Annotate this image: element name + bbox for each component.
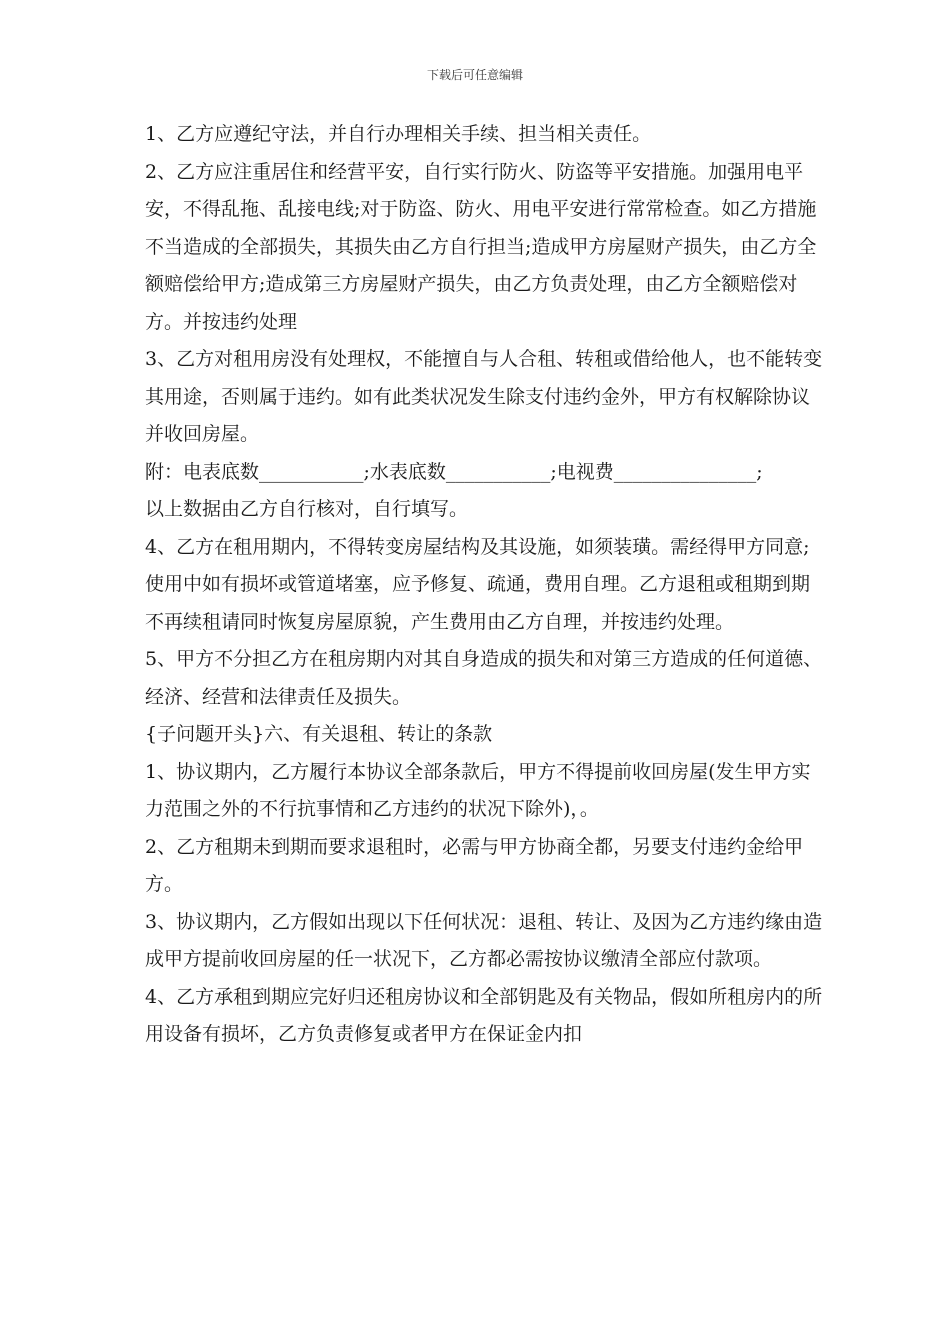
paragraph: 2、乙方应注重居住和经营平安，自行实行防火、防盗等平安措施。加强用电平安，不得乱拖、乱接电线;对于防盗、防火、用电平安进行常常检查。如乙方措施不当造成的全部损失，其损失由乙方自行担当;造成甲方房屋财产损失，由乙方全额赔偿给甲方;造成第三方房屋财产损失，由乙方负责处理，由乙方全额赔偿对方。并按违约处理	[145, 160, 817, 333]
paragraph: 4、乙方在租用期内，不得转变房屋结构及其设施，如须装璜。需经得甲方同意;使用中如有损坏或管道堵塞，应予修复、疏通，费用自理。乙方退租或租期到期不再续租请同时恢复房屋原貌，产生费用由乙方自理，并按违约处理。	[145, 535, 811, 633]
paragraph-meter-readings: 附：电表底数___________;水表底数___________;电视费_______________;	[145, 460, 763, 483]
page-header-note: 下载后可任意编辑	[426, 68, 523, 82]
paragraph: 1、协议期内，乙方履行本协议全部条款后，甲方不得提前收回房屋(发生甲方实力范围之外的不行抗事情和乙方违约的状况下除外)，。	[145, 760, 811, 820]
document-body	[145, 116, 825, 1054]
paragraph: 1、乙方应遵纪守法，并自行办理相关手续、担当相关责任。	[145, 123, 652, 145]
paragraph: 2、乙方租期未到期而要求退租时，必需与甲方协商全都，另要支付违约金给甲方。	[145, 835, 804, 895]
paragraph: 5、甲方不分担乙方在租房期内对其自身造成的损失和对第三方造成的任何道德、经济、经营和法律责任及损失。	[145, 648, 823, 708]
paragraph: 4、乙方承租到期应完好归还租房协议和全部钥匙及有关物品，假如所租房内的所用设备有损坏，乙方负责修复或者甲方在保证金内扣	[145, 985, 823, 1045]
paragraph: 以上数据由乙方自行核对，自行填写。	[145, 498, 469, 520]
section-heading: {子问题开头}六、有关退租、转让的条款	[145, 723, 493, 745]
paragraph: 3、乙方对租用房没有处理权，不能擅自与人合租、转租或借给他人，也不能转变其用途，否则属于违约。如有此类状况发生除支付违约金外，甲方有权解除协议并收回房屋。	[145, 348, 823, 445]
paragraph: 3、协议期内，乙方假如出现以下任何状况：退租、转让、及因为乙方违约缘由造成甲方提前收回房屋的任一状况下，乙方都必需按协议缴清全部应付款项。	[145, 910, 823, 970]
